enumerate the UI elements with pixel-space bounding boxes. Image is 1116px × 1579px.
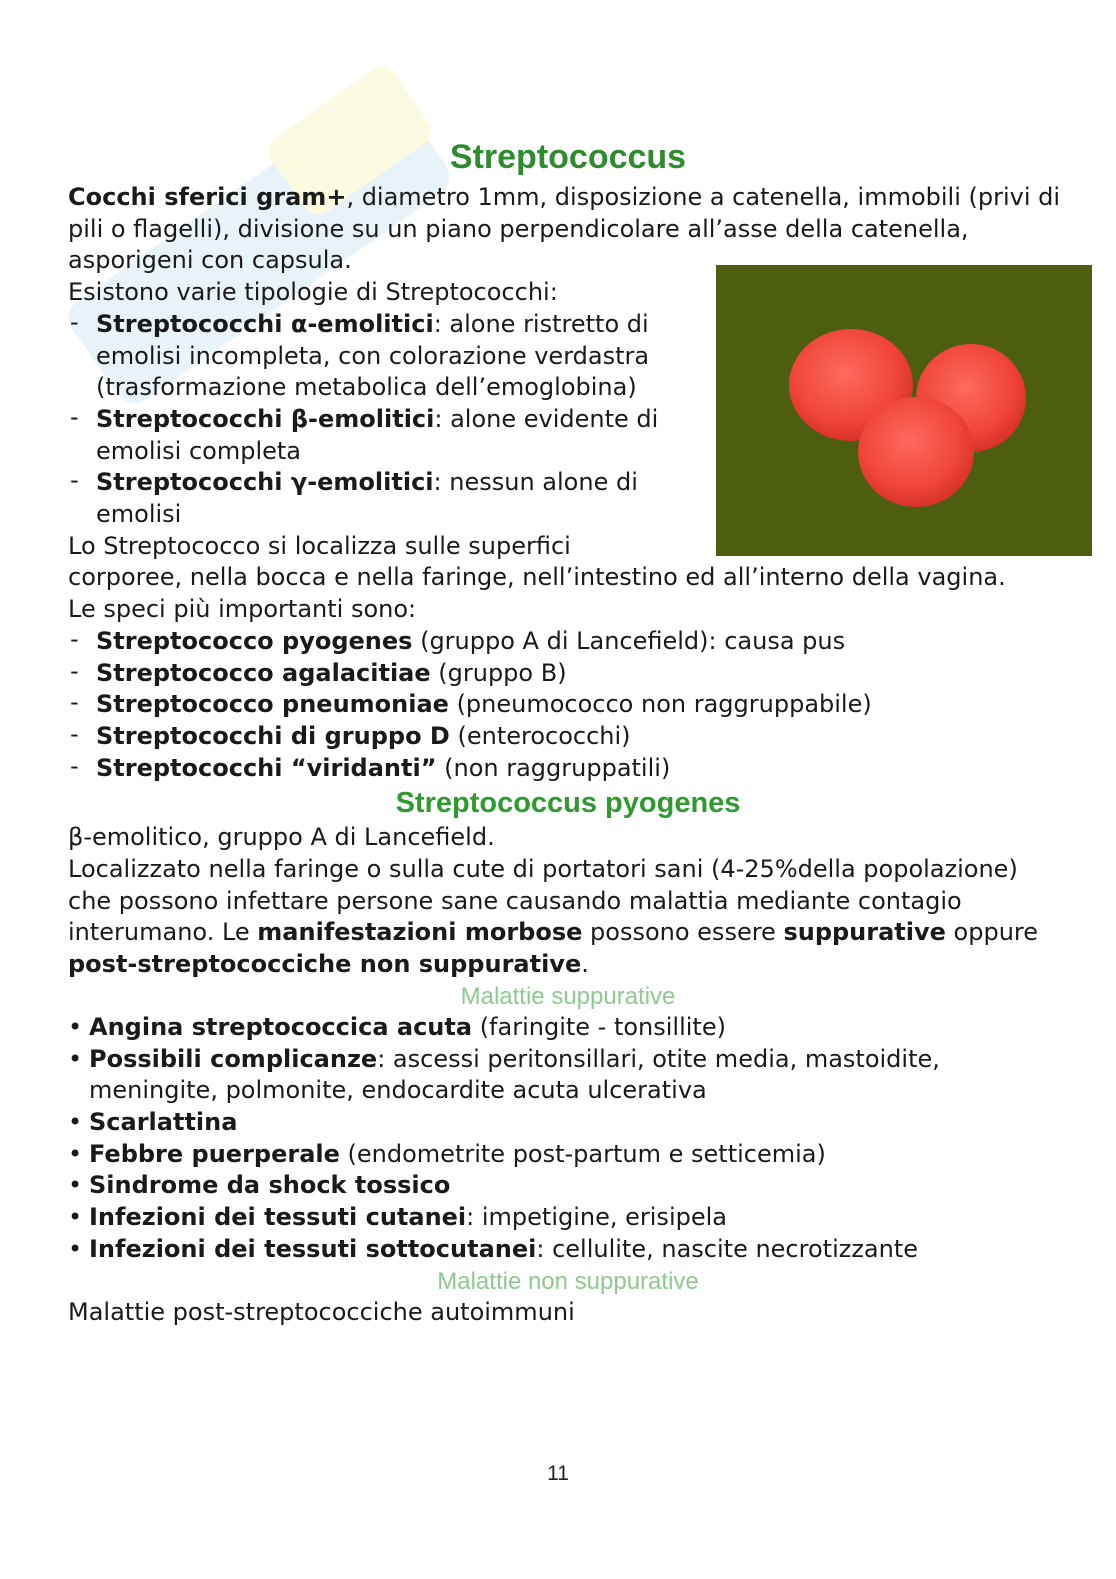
list-item: • Possibili complicanze: ascessi peritonsillari, otite media, mastoidite, meningite, polmonite, endocardite acuta ulcerativa [68, 1044, 1068, 1107]
list-item: - Streptococchi di gruppo D (enterococchi) [68, 721, 1068, 753]
list-item: • Infezioni dei tessuti sottocutanei: cellulite, nascite necrotizzante [68, 1234, 1068, 1266]
suppurative-list [68, 1012, 1068, 1266]
intro-paragraph: Cocchi sferici gram+, diametro 1mm, disposizione a catenella, immobili (privi di pili o flagelli), divisione su un piano perpendicolare all’asse della catenella, asporigeni con capsula. [68, 183, 1061, 275]
document-page [68, 132, 1068, 1328]
list-item: - Streptococco pneumoniae (pneumococco non raggruppabile) [68, 689, 1068, 721]
section-title-pyogenes: Streptococcus pyogenes [395, 787, 741, 820]
types-intro: Esistono varie tipologie di Streptococchi: [68, 278, 558, 307]
location-start: Lo Streptococco si localizza sulle superfici [68, 531, 571, 560]
list-item: - Streptococchi β-emolitici: alone evidente di emolisi completa [68, 404, 696, 467]
list-item: - Streptococchi “viridanti” (non raggruppatili) [68, 753, 1068, 785]
page-title: Streptococcus [449, 138, 687, 176]
subsection-title-non-suppurative: Malattie non suppurative [437, 1267, 699, 1295]
list-item: • Febbre puerperale (endometrite post-partum e setticemia) [68, 1139, 1068, 1171]
list-item: - Streptococco pyogenes (gruppo A di Lancefield): causa pus [68, 626, 1068, 658]
list-item: - Streptococchi γ-emolitici: nessun alone di emolisi [68, 467, 696, 530]
list-item: - Streptococchi α-emolitici: alone ristretto di emolisi incompleta, con colorazione verdastra (trasformazione metabolica dell’emoglobina) [68, 309, 696, 404]
list-item: • Scarlattina [68, 1107, 1068, 1139]
pyogenes-paragraph: Localizzato nella faringe o sulla cute di portatori sani (4-25%della popolazione) che possono infettare persone sane causando malattia mediante contagio interumano. Le manifestazioni morbose possono essere suppurative oppure post-streptococciche non suppurative. [68, 855, 1039, 979]
pyogenes-summary: β-emolitico, gruppo A di Lancefield. [68, 823, 495, 852]
non-suppurative-text: Malattie post-streptococciche autoimmuni [68, 1297, 575, 1326]
list-item: - Streptococco agalacitiae (gruppo B) [68, 658, 1068, 690]
location-end: corporee, nella bocca e nella faringe, nell’intestino ed all’interno della vagina. [68, 563, 1006, 592]
species-list [68, 626, 1068, 785]
species-intro: Le speci più importanti sono: [68, 595, 417, 624]
types-section [68, 277, 696, 562]
page-number: 11 [547, 1462, 569, 1485]
subsection-title-suppurative: Malattie suppurative [460, 982, 676, 1010]
list-item: • Infezioni dei tessuti cutanei: impetigine, erisipela [68, 1202, 1068, 1234]
list-item: • Sindrome da shock tossico [68, 1170, 1068, 1202]
list-item: • Angina streptococcica acuta (faringite - tonsillite) [68, 1012, 1068, 1044]
types-list [68, 309, 696, 531]
